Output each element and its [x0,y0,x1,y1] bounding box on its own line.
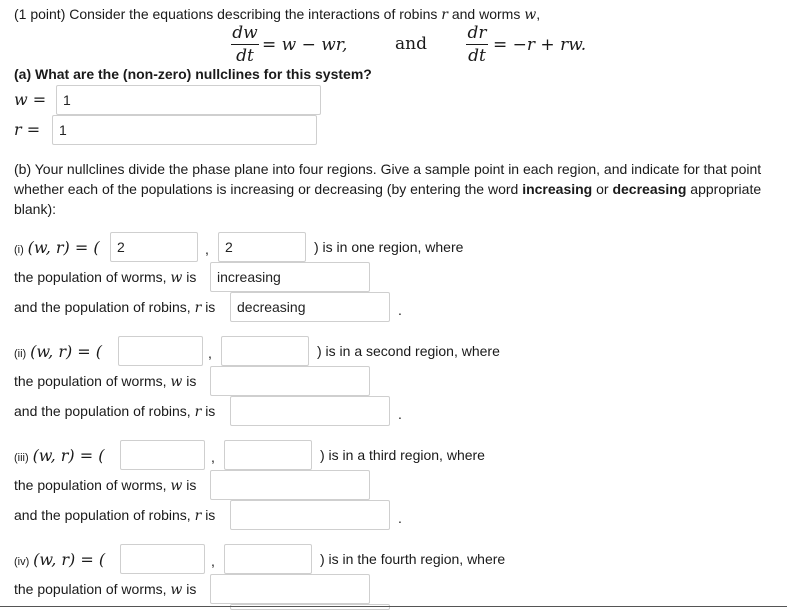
region-4-r-input[interactable] [224,544,312,574]
region-2-point-text: (w, r) = ( [30,342,103,361]
intro-end: , [536,6,541,22]
region-4-roman: (iv) [14,556,30,568]
region-1-point-label [14,238,100,257]
w-nullcline-label: w = [14,90,47,109]
eq2-fraction [466,23,488,66]
region-3-comma: , [211,449,215,465]
region-1-worms-input[interactable]: increasing [210,262,370,292]
region-3-w-input[interactable] [120,440,205,470]
eq2-numerator: dr [467,23,487,43]
page-bottom-divider [0,606,787,607]
region-1-comma: , [205,241,209,257]
part-b-line-2 [14,181,761,197]
region-1-robins-label [14,299,215,316]
region-4-worms-input[interactable] [210,574,370,604]
region-1-roman: (i) [14,244,24,256]
region-1-point-text: (w, r) = ( [27,238,100,257]
region-2-robins-var: r [194,404,202,420]
eq2-denominator: dt [468,46,486,66]
r-nullcline-label: r = [14,120,41,139]
region-3-robins-label [14,507,215,524]
region-4-suffix: ) is in the fourth region, where [320,551,506,567]
region-1-robins-input[interactable]: decreasing [230,292,390,322]
part-a-label [14,66,372,82]
part-a-text: (a) What are the (non-zero) nullclines for this system? [14,66,372,82]
region-4-w-input[interactable] [120,544,205,574]
region-3-point-text: (w, r) = ( [32,446,105,465]
region-2-worms-input[interactable] [210,366,370,396]
region-4-robins-input-partial[interactable] [230,604,390,610]
region-3-worms-is: is [186,477,197,493]
region-2-w-input[interactable] [118,336,203,366]
region-4-worms-var: w [170,582,183,598]
region-2-period: . [398,406,402,422]
region-2-point-label [14,342,102,361]
intro-var-w: w [524,7,537,23]
region-3-robins-text: and the population of robins, [14,507,191,523]
part-b-line-1 [14,161,761,177]
region-1-period: . [398,302,402,318]
w-nullcline-input[interactable]: 1 [56,85,321,115]
eq2-rhs: = −r + rw. [493,35,587,55]
region-2-robins-is: is [205,403,216,419]
intro-var-r: r [441,7,448,23]
part-b-bold-decreasing: decreasing [612,181,687,197]
region-2-robins-input[interactable] [230,396,390,426]
region-3-worms-var: w [170,478,183,494]
region-1-worms-label [14,269,196,286]
region-2-worms-label [14,373,196,390]
region-2-worms-var: w [170,374,183,390]
region-4-worms-is: is [186,581,197,597]
eq1-rhs: = w − wr, [262,35,348,55]
eq1-denominator: dt [236,46,254,66]
region-3-worms-label [14,477,196,494]
region-3-robins-var: r [194,508,202,524]
part-b-line-3: blank): [14,201,57,217]
region-4-comma: , [211,553,215,569]
intro-and-text: and worms [451,6,521,22]
region-4-worms-label [14,581,196,598]
region-3-period: . [398,510,402,526]
region-4-point-text: (w, r) = ( [33,550,106,569]
region-1-worms-text: the population of worms, [14,269,167,285]
part-b-text-1: (b) Your nullclines divide the phase plane into four regions. Give a sample point in each region, and indicate for that point [14,161,762,177]
region-2-suffix: ) is in a second region, where [317,343,500,359]
region-1-suffix: ) is in one region, where [314,239,464,255]
region-2-worms-text: the population of worms, [14,373,167,389]
region-2-r-input[interactable] [221,336,309,366]
r-nullcline-input[interactable]: 1 [52,115,317,145]
region-3-worms-text: the population of worms, [14,477,167,493]
region-3-robins-is: is [205,507,216,523]
region-1-robins-is: is [205,299,216,315]
region-4-point-label [14,550,105,569]
part-b-bold-increasing: increasing [522,181,593,197]
region-2-robins-label [14,403,215,420]
region-3-worms-input[interactable] [210,470,370,500]
region-1-robins-text: and the population of robins, [14,299,191,315]
region-3-point-label [14,446,104,465]
region-2-roman: (ii) [14,348,27,360]
region-3-roman: (iii) [14,452,29,464]
region-1-w-input[interactable]: 2 [110,232,198,262]
part-b-or: or [596,181,609,197]
region-1-worms-is: is [186,269,197,285]
region-1-robins-var: r [194,300,202,316]
region-2-comma: , [208,345,212,361]
intro-text: (1 point) Consider the equations describing the interactions of robins [14,6,438,22]
eq1-numerator: dw [232,23,258,43]
problem-intro [14,6,540,23]
part-b-text-2a: whether each of the populations is increasing or decreasing (by entering the word [14,181,519,197]
region-1-worms-var: w [170,270,183,286]
region-1-r-input[interactable]: 2 [218,232,306,262]
region-3-robins-input[interactable] [230,500,390,530]
region-2-worms-is: is [186,373,197,389]
region-2-robins-text: and the population of robins, [14,403,191,419]
eq-and: and [395,34,427,54]
region-4-worms-text: the population of worms, [14,581,167,597]
region-3-suffix: ) is in a third region, where [320,447,485,463]
region-3-r-input[interactable] [224,440,312,470]
part-b-text-2-end: appropriate [690,181,762,197]
eq1-fraction [231,23,259,66]
